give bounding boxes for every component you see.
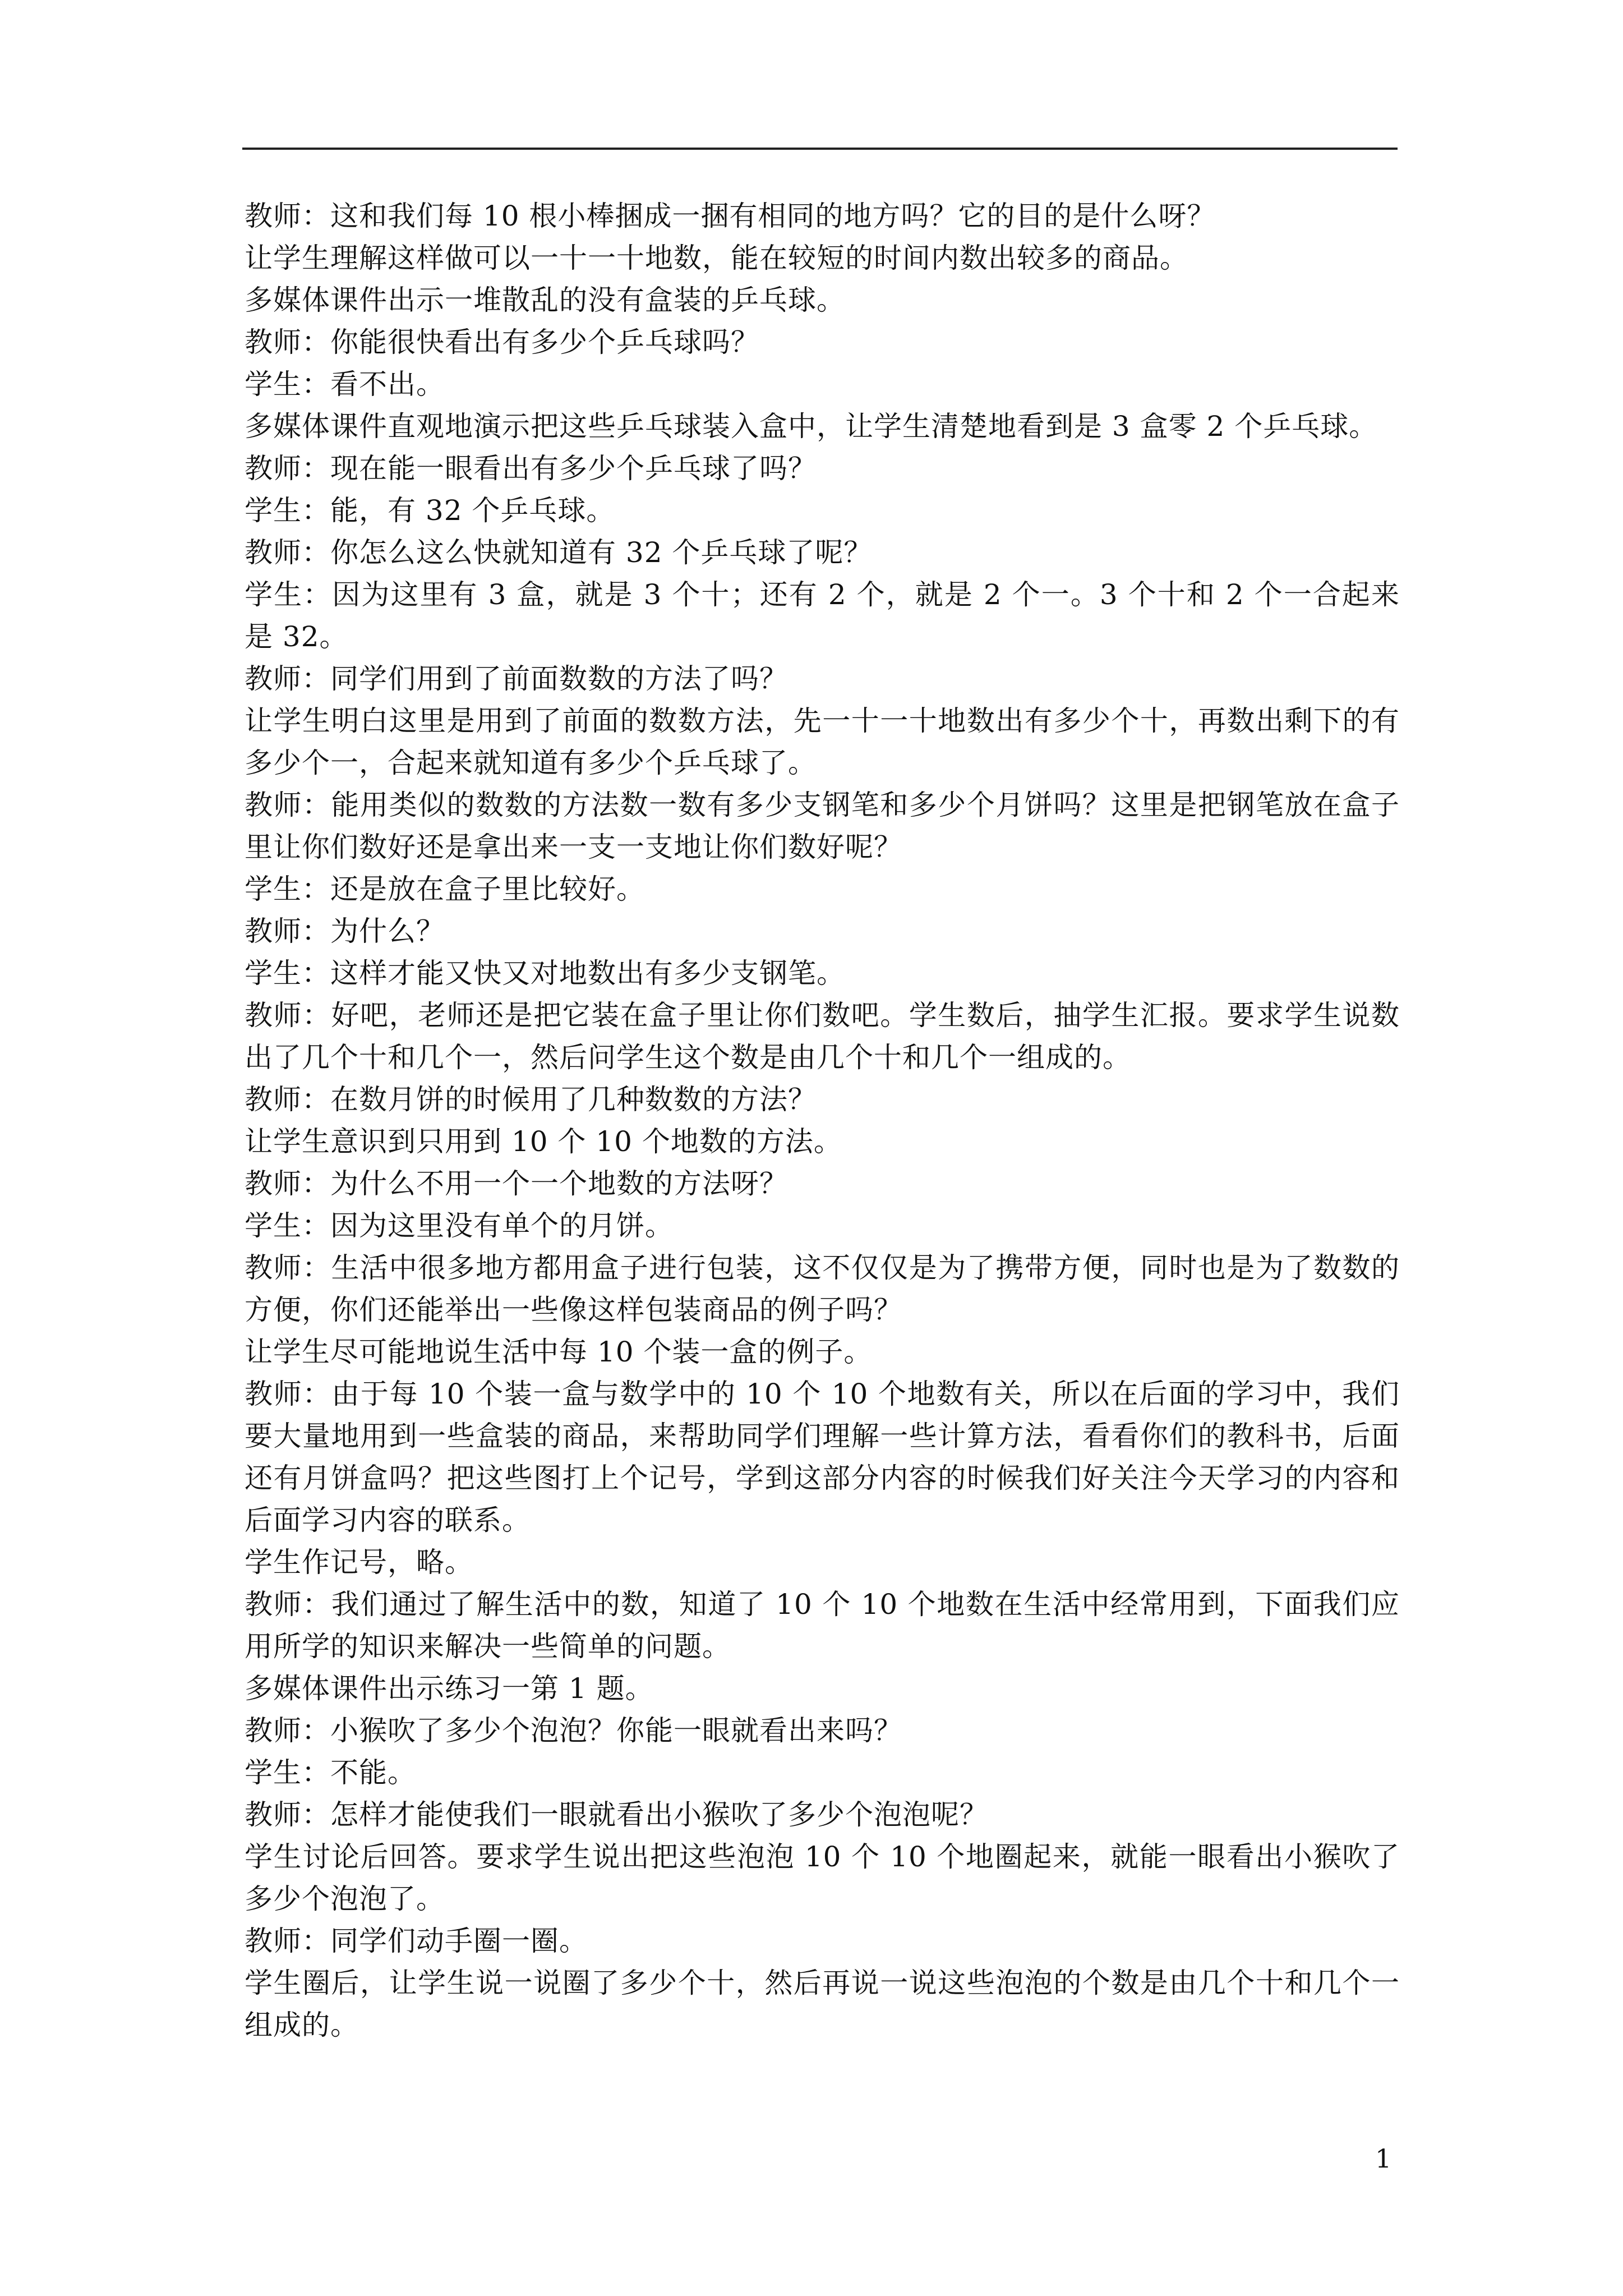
paragraph: 教师：好吧，老师还是把它装在盒子里让你们数吧。学生数后，抽学生汇报。要求学生说数出了几个十和几个一，然后问学生这个数是由几个十和几个一组成的。	[245, 999, 1400, 1074]
paragraph: 教师：由于每 10 个装一盒与数学中的 10 个 10 个地数有关，所以在后面的学习中，我们要大量地用到一些盒装的商品，来帮助同学们理解一些计算方法，看看你们的教科书，后面还有月饼盒吗？把这些图打上个记号，学到这部分内容的时候我们好关注今天学习的内容和后面学习内容的联系。	[245, 1378, 1400, 1536]
page-number: 1	[1375, 2143, 1392, 2174]
document-body	[245, 195, 1400, 2046]
paragraph: 学生：能，有 32 个乒乓球。	[245, 494, 615, 527]
paragraph: 教师：同学们用到了前面数数的方法了吗？	[245, 662, 788, 695]
paragraph: 教师：这和我们每 10 根小棒捆成一捆有相同的地方吗？它的目的是什么呀？	[245, 200, 1216, 232]
paragraph: 学生讨论后回答。要求学生说出把这些泡泡 10 个 10 个地圈起来，就能一眼看出小猴吹了多少个泡泡了。	[245, 1841, 1400, 1915]
paragraph: 教师：在数月饼的时候用了几种数数的方法？	[245, 1083, 817, 1116]
paragraph: 教师：你能很快看出有多少个乒乓球吗？	[245, 326, 759, 358]
paragraph: 学生：不能。	[245, 1756, 416, 1789]
paragraph: 学生：因为这里有 3 盒，就是 3 个十；还有 2 个，就是 2 个一。3 个十和 2 个一合起来是 32。	[245, 578, 1400, 653]
paragraph: 教师：现在能一眼看出有多少个乒乓球了吗？	[245, 452, 817, 485]
header-rule	[242, 148, 1398, 150]
paragraph: 教师：能用类似的数数的方法数一数有多少支钢笔和多少个月饼吗？这里是把钢笔放在盒子里让你们数好还是拿出来一支一支地让你们数好呢？	[245, 789, 1400, 863]
paragraph: 教师：为什么不用一个一个地数的方法呀？	[245, 1167, 788, 1200]
paragraph: 让学生理解这样做可以一十一十地数，能在较短的时间内数出较多的商品。	[245, 242, 1188, 274]
paragraph: 教师：你怎么这么快就知道有 32 个乒乓球了呢？	[245, 536, 873, 569]
paragraph: 教师：小猴吹了多少个泡泡？你能一眼就看出来吗？	[245, 1714, 902, 1747]
paragraph: 教师：同学们动手圈一圈。	[245, 1925, 588, 1957]
paragraph: 学生：因为这里没有单个的月饼。	[245, 1209, 674, 1242]
paragraph: 学生：还是放在盒子里比较好。	[245, 873, 645, 905]
paragraph: 让学生尽可能地说生活中每 10 个装一盒的例子。	[245, 1336, 873, 1368]
paragraph: 学生：看不出。	[245, 368, 445, 401]
paragraph: 教师：我们通过了解生活中的数，知道了 10 个 10 个地数在生活中经常用到，下面我们应用所学的知识来解决一些简单的问题。	[245, 1588, 1400, 1663]
paragraph: 教师：生活中很多地方都用盒子进行包装，这不仅仅是为了携带方便，同时也是为了数数的方便，你们还能举出一些像这样包装商品的例子吗？	[245, 1251, 1400, 1326]
paragraph: 让学生意识到只用到 10 个 10 个地数的方法。	[245, 1125, 842, 1158]
paragraph: 教师：为什么？	[245, 915, 445, 947]
paragraph: 学生圈后，让学生说一说圈了多少个十，然后再说一说这些泡泡的个数是由几个十和几个一组成的。	[245, 1967, 1400, 2041]
paragraph: 让学生明白这里是用到了前面的数数方法，先一十一十地数出有多少个十，再数出剩下的有多少个一，合起来就知道有多少个乒乓球了。	[245, 705, 1400, 779]
paragraph: 多媒体课件出示一堆散乱的没有盒装的乒乓球。	[245, 284, 845, 316]
paragraph: 学生作记号，略。	[245, 1546, 473, 1579]
paragraph: 学生：这样才能又快又对地数出有多少支钢笔。	[245, 957, 845, 990]
paragraph: 多媒体课件直观地演示把这些乒乓球装入盒中，让学生清楚地看到是 3 盒零 2 个乒乓球。	[245, 410, 1378, 443]
paragraph: 多媒体课件出示练习一第 1 题。	[245, 1672, 654, 1705]
paragraph: 教师：怎样才能使我们一眼就看出小猴吹了多少个泡泡呢？	[245, 1798, 988, 1831]
